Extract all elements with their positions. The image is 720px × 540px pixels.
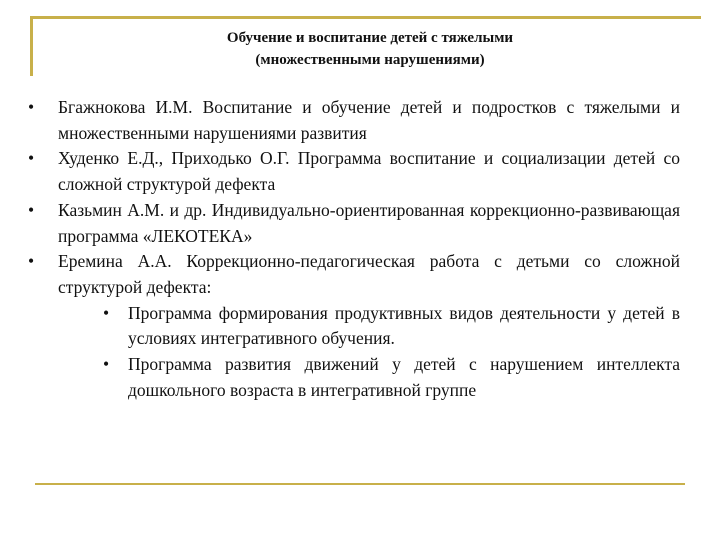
sub-list-item-text: Программа развития движений у детей с нарушением интеллекта дошкольного возраста в интегративной группе bbox=[128, 354, 680, 400]
list-item-text: Бгажнокова И.М. Воспитание и обучение детей и подростков с тяжелыми и множественными нарушениями развития bbox=[58, 97, 680, 143]
bullet-icon: • bbox=[28, 199, 35, 220]
sub-list-item-text: Программа формирования продуктивных видов деятельности у детей в условиях интегративного обучения. bbox=[128, 302, 680, 349]
list-item-text: Худенко Е.Д., Приходько О.Г. Программа воспитание и социализации детей со сложной структурой дефекта bbox=[58, 148, 680, 195]
list-item bbox=[28, 146, 680, 197]
list-item-text: Еремина А.А. Коррекционно-педагогическая работа с детьми со сложной структурой дефекта: bbox=[58, 251, 680, 297]
title-line-2: (множественными нарушениями) bbox=[255, 52, 485, 68]
title-line-1: Обучение и воспитание детей с тяжелыми bbox=[226, 30, 514, 46]
list-item bbox=[28, 249, 680, 300]
sub-list-item bbox=[103, 352, 680, 403]
frame-bottom-line bbox=[35, 483, 685, 485]
sub-list-item bbox=[103, 301, 680, 352]
frame-top-line bbox=[30, 16, 701, 19]
bullet-icon: • bbox=[103, 302, 110, 323]
frame-left-line bbox=[30, 16, 33, 76]
bullet-icon: • bbox=[103, 354, 110, 375]
list-item bbox=[28, 95, 680, 146]
slide-title bbox=[60, 27, 680, 71]
bullet-icon: • bbox=[28, 251, 35, 272]
list-item-text: Казьмин А.М. и др. Индивидуально-ориентированная коррекционно-развивающая программа «ЛЕКОТЕКА» bbox=[58, 199, 680, 246]
bullet-icon: • bbox=[28, 97, 35, 117]
bullet-list bbox=[28, 95, 680, 403]
bullet-icon: • bbox=[28, 148, 35, 169]
list-item bbox=[28, 198, 680, 249]
